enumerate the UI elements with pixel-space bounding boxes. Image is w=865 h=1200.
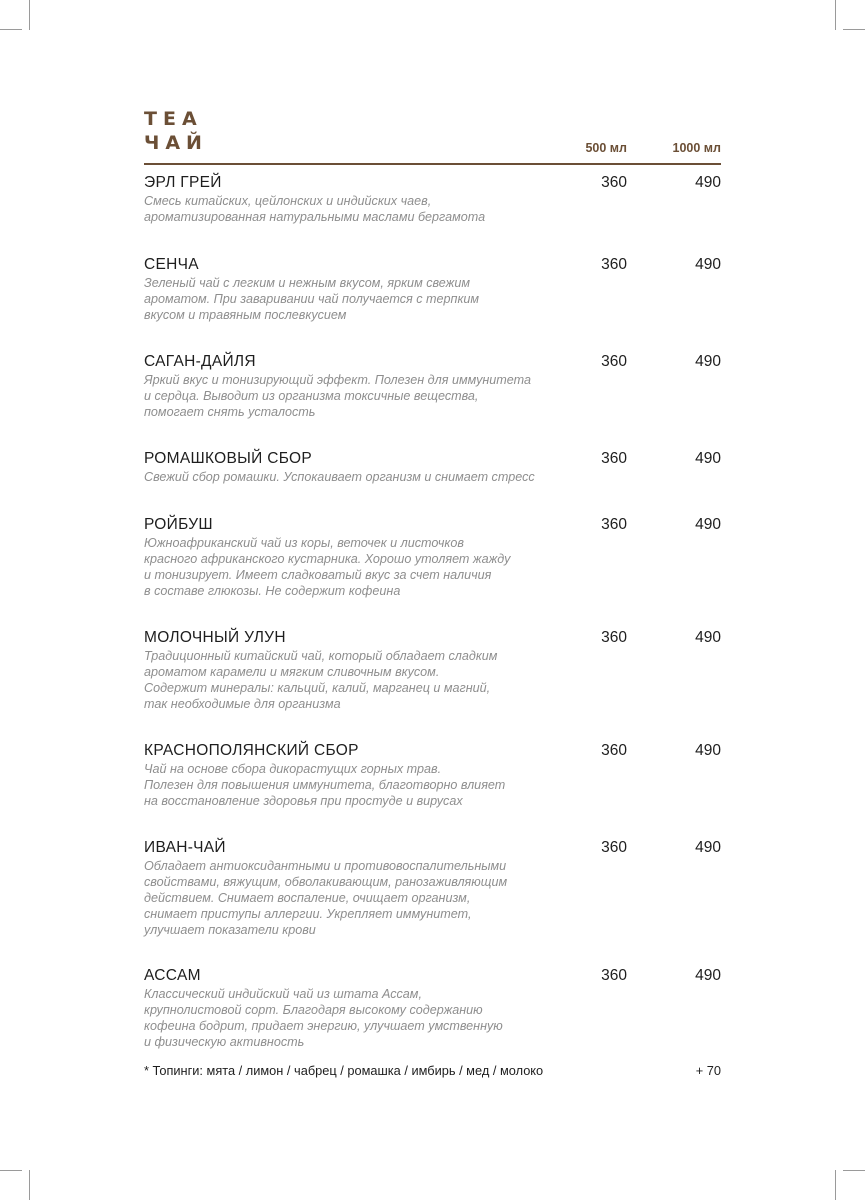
crop-mark <box>0 29 22 30</box>
toppings-text: * Топинги: мята / лимон / чабрец / ромашка / имбирь / мед / молоко <box>144 1063 544 1078</box>
crop-mark <box>29 1170 30 1200</box>
item-description: Смесь китайских, цейлонских и индийских чаев, ароматизированная натуральными маслами бергамота <box>144 194 486 224</box>
item-name: МОЛОЧНЫЙ УЛУН <box>144 629 286 646</box>
column-header-500: 500 мл <box>585 141 627 155</box>
item-description: Обладает антиоксидантными и противовоспалительными свойствами, вяжущим, обволакивающим, ранозаживляющим действием. Снимает воспаление, очищает организм, снимает приступы аллергии. Укрепляет иммунитет, улучшает показатели крови <box>144 859 508 937</box>
item-name: РОЙБУШ <box>144 516 213 533</box>
item-description: Чай на основе сбора дикорастущих горных трав. Полезен для повышения иммунитета, благотворно влияет на восстановление здоровья при простуде и вирусах <box>144 762 506 808</box>
price-1000: 490 <box>695 516 721 533</box>
toppings-note <box>144 1063 721 1078</box>
menu-item <box>144 256 721 323</box>
section-title-en: TEA <box>144 108 203 130</box>
toppings-price: + 70 <box>695 1063 721 1078</box>
menu-item <box>144 742 721 809</box>
price-1000: 490 <box>695 353 721 370</box>
price-500: 360 <box>601 353 627 370</box>
menu-item <box>144 353 721 420</box>
crop-mark <box>835 1170 836 1200</box>
menu-item <box>144 839 721 938</box>
price-500: 360 <box>601 839 627 856</box>
price-500: 360 <box>601 742 627 759</box>
price-1000: 490 <box>695 967 721 984</box>
item-description: Зеленый чай с легким и нежным вкусом, ярким свежим ароматом. При заваривании чай получается с терпким вкусом и травяным послевкусием <box>144 276 480 322</box>
price-500: 360 <box>601 450 627 467</box>
section-title-ru: ЧАЙ <box>144 132 208 154</box>
menu-item <box>144 450 721 485</box>
menu-item <box>144 174 721 225</box>
item-description: Яркий вкус и тонизирующий эффект. Полезен для иммунитета и сердца. Выводит из организма токсичные вещества, помогает снять усталость <box>144 373 532 419</box>
price-1000: 490 <box>695 629 721 646</box>
price-500: 360 <box>601 256 627 273</box>
header-divider <box>144 163 721 165</box>
price-1000: 490 <box>695 174 721 191</box>
crop-mark <box>843 1170 865 1171</box>
crop-mark <box>29 0 30 30</box>
item-name: КРАСНОПОЛЯНСКИЙ СБОР <box>144 742 359 759</box>
price-1000: 490 <box>695 256 721 273</box>
column-header-1000: 1000 мл <box>672 141 721 155</box>
item-description: Традиционный китайский чай, который обладает сладким ароматом карамели и мягким сливочным вкусом. Содержит минералы: кальций, калий, марганец и магний, так необходимые для организма <box>144 649 498 711</box>
price-1000: 490 <box>695 742 721 759</box>
item-name: СЕНЧА <box>144 256 199 273</box>
menu-item <box>144 516 721 599</box>
item-description: Классический индийский чай из штата Ассам, крупнолистовой сорт. Благодаря высокому содержанию кофеина бодрит, придает энергию, улучшает умственную и физическую активность <box>144 987 503 1049</box>
crop-mark <box>843 29 865 30</box>
price-500: 360 <box>601 967 627 984</box>
item-name: САГАН-ДАЙЛЯ <box>144 353 256 370</box>
crop-mark <box>835 0 836 30</box>
crop-mark <box>0 1170 22 1171</box>
item-name: РОМАШКОВЫЙ СБОР <box>144 450 313 467</box>
price-500: 360 <box>601 629 627 646</box>
item-description: Южноафриканский чай из коры, веточек и листочков красного африканского кустарника. Хорошо утоляет жажду и тонизирует. Имеет сладковатый вкус за счет наличия в составе глюкозы. Не содержит кофеина <box>144 536 511 598</box>
price-1000: 490 <box>695 450 721 467</box>
item-name: АССАМ <box>144 967 201 984</box>
item-name: ИВАН-ЧАЙ <box>144 839 226 856</box>
price-1000: 490 <box>695 839 721 856</box>
menu-item <box>144 967 721 1050</box>
price-500: 360 <box>601 516 627 533</box>
price-500: 360 <box>601 174 627 191</box>
item-description: Свежий сбор ромашки. Успокаивает организм и снимает стресс <box>144 470 535 484</box>
menu-item <box>144 629 721 712</box>
item-name: ЭРЛ ГРЕЙ <box>144 174 222 191</box>
